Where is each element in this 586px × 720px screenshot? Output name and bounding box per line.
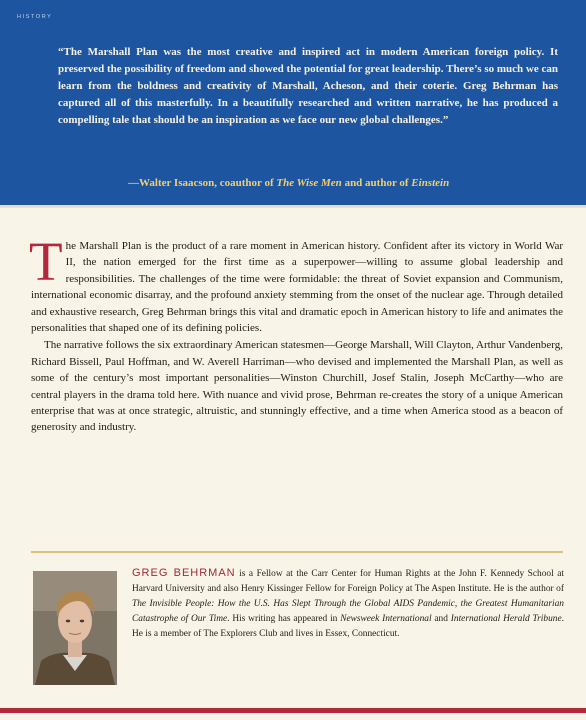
attribution-prefix: —Walter Isaacson, coauthor of: [128, 177, 277, 189]
author-bio: [132, 566, 564, 642]
section-divider: [31, 551, 563, 553]
endorsement-band: [0, 0, 586, 208]
publication-name-2: International Herald Tribune: [450, 614, 562, 625]
endorsement-attribution: [128, 175, 568, 191]
author-photo: [33, 571, 117, 685]
section-label: HISTORY: [17, 14, 53, 20]
endorsement-quote: “The Marshall Plan was the most creative and inspired act in modern American foreign policy. It preserved the possibility of freedom and showed the potential for great leadership. There’s so much we can learn from the boldness and creativity of Marshall, Acheson, and their coterie. Greg Behrman has captured all of this masterfully. In a beautifully researched and written narrative, he has produced a compelling tale that should be an inspiration as we face our new global challenges.”: [58, 46, 558, 126]
attribution-middle: and author of: [341, 177, 412, 189]
author-portrait-illustration: [33, 571, 117, 685]
author-name: GREG BEHRMAN: [132, 567, 236, 579]
author-bio-text-4: . He is a member of The Explorers Club and lives in Essex, Connecticut.: [132, 614, 564, 640]
publication-name-1: Newsweek International: [340, 614, 432, 625]
book-description: [29, 231, 563, 436]
author-bio-text-1: is a Fellow at the Carr Center for Human Rights at the John F. Kennedy School at Harvard University and also Henry Kissinger Fellow for Foreign Policy at The Aspen Institute. He is the author of: [132, 569, 564, 595]
description-paragraph-1-text: he Marshall Plan is the product of a rare moment in American history. Confident after its victory in World War II, the nation emerged for the first time as a superpower—willing to assume global leadership and responsibilities. The challenges of the time were formidable: the threat of Soviet expansion and Communism, international economic disarray, and the profound anxiety stemming from the onset of the nuclear age. Through detailed and exhaustive research, Greg Behrman brings this vital and dramatic epoch in American history to life and animates the personalities that shaped one of its defining policies.: [31, 240, 563, 335]
description-paragraph-1: [29, 231, 563, 336]
attribution-book-title-2: Einstein: [411, 177, 450, 189]
author-bio-text-2: . His writing has appeared in: [227, 614, 341, 625]
bottom-accent-bar: [0, 708, 586, 713]
description-paragraph-2: The narrative follows the six extraordinary American statesmen—George Marshall, Will Clayton, Arthur Vandenberg, Richard Bissell, Paul Hoffman, and W. Averell Harriman—who devised and implemented the Marshall Plan, as well as some of the century’s most important personalities—Winston Churchill, Josef Stalin, Joseph McCarthy—who are central players in the drama told here. With nuance and vivid prose, Behrman re-creates the story of a unique American enterprise that was at once strategic, altruistic, and stunningly effective, and a time when America stood as a beacon of generosity and industry.: [31, 339, 563, 434]
drop-cap: T: [29, 231, 63, 292]
attribution-book-title-1: The Wise Men: [276, 177, 342, 189]
author-book-title: The Invisible People: How the U.S. Has Slept Through the Global AIDS Pandemic, the Greatest Humanitarian Catastrophe of Our Time: [132, 599, 564, 625]
author-bio-text-3: and: [431, 614, 451, 625]
